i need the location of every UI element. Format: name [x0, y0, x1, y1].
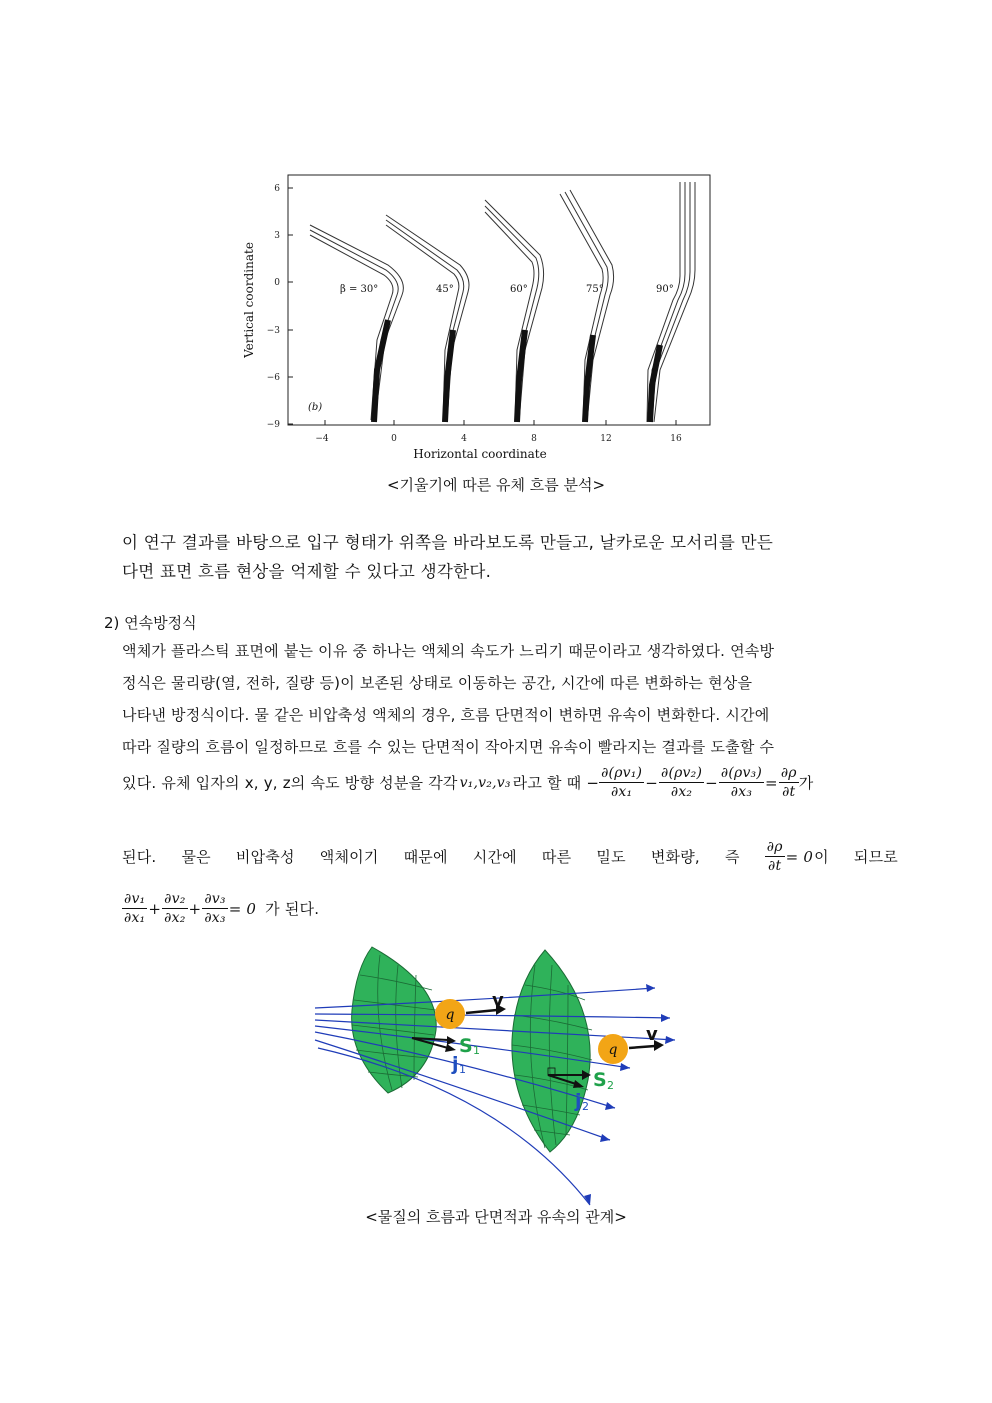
paragraph-1 [122, 528, 898, 586]
charge-1 [435, 990, 506, 1029]
word: 즉 [724, 848, 740, 866]
panel-label: (b) [308, 402, 323, 413]
x-tick-label: −4 [315, 434, 329, 444]
line5-end: 가 [798, 774, 814, 792]
line5-text: 있다. 유체 입자의 x, y, z의 속도 방향 성분을 각각 [122, 774, 458, 792]
body-line-6 [122, 838, 898, 875]
j1-label: j [452, 1053, 459, 1075]
figure2-caption: <물질의 흐름과 단면적과 유속의 관계> [365, 1208, 627, 1226]
svg-text:q: q [445, 1007, 455, 1023]
j2-subscript: 2 [582, 1100, 589, 1113]
eq1-rhs: $\frac{\partial\rho}{\partial t}$ [780, 765, 797, 800]
x-axis-label: Horizontal coordinate [413, 447, 547, 461]
s1-label: S [459, 1035, 473, 1057]
bundle-45deg [386, 215, 469, 422]
j2-label: j [575, 1090, 582, 1112]
y-tick-label: −6 [266, 373, 280, 383]
word: 비압축성 [235, 848, 295, 866]
plot-frame [288, 175, 710, 425]
flux-surfaces-figure [300, 940, 700, 1210]
angle-label-30: β = 30° [340, 284, 379, 295]
bundle-60deg [485, 200, 544, 422]
eq1-minus: − [705, 773, 718, 792]
x-tick-label: 8 [531, 434, 537, 444]
body-line-7 [122, 890, 898, 927]
svg-text:q: q [608, 1042, 618, 1058]
eq2-term2: $\frac{\text{∂v₂}}{\text{∂x₂}}$ [164, 891, 186, 926]
body-line-1: 액체가 플라스틱 표면에 붙는 이유 중 하나는 액체의 속도가 느리기 때문이라고 생각하였다. 연속방 [122, 642, 775, 660]
x-tick-label: 0 [391, 434, 397, 444]
word: 따른 [541, 848, 572, 866]
s2-label: S [593, 1069, 607, 1091]
velocity-label-2: v [646, 1024, 658, 1045]
word: 시간에 [472, 848, 517, 866]
velocity-vars: v₁,v₂,v₃ [459, 774, 511, 791]
word: 때문에 [403, 848, 448, 866]
angle-label-60: 60° [510, 284, 528, 295]
word: 밀도 [596, 848, 626, 866]
eq1-minus: − [645, 773, 658, 792]
y-tick-label: 0 [274, 278, 280, 288]
eq2-term1: $\frac{\text{∂v₁}}{\text{∂x₁}}$ [124, 891, 146, 926]
bundle-75deg [560, 190, 614, 422]
y-tick-label: 3 [274, 231, 280, 241]
bundle-30deg [310, 225, 403, 422]
eq2-plus: + [188, 899, 202, 918]
eq1-equals: = [765, 773, 778, 792]
x-tick-label: 12 [600, 434, 612, 444]
word: 액체이기 [319, 848, 379, 866]
eq1-term2: $\frac{\text{∂(ρv₂)}}{\text{∂x₂}}$ [661, 765, 703, 800]
section-heading: 2) 연속방정식 [104, 614, 197, 632]
y-tick-label: −9 [266, 420, 280, 430]
angle-label-75: 75° [586, 284, 604, 295]
s1-subscript: 1 [473, 1044, 480, 1057]
word: 된다. [122, 848, 157, 866]
s2-subscript: 2 [607, 1079, 614, 1092]
y-axis-label: Vertical coordinate [242, 242, 256, 358]
x-ticks [315, 420, 682, 444]
body-line-3: 나타낸 방정식이다. 물 같은 비압축성 액체의 경우, 흐름 단면적이 변하면 유속이 변화한다. 시간에 [122, 706, 770, 724]
flow-tilt-figure [240, 170, 720, 470]
word: 변화량, [650, 848, 700, 866]
paragraph-1-line-2: 다면 표면 흐름 현상을 억제할 수 있다고 생각한다. [122, 562, 492, 581]
j1-subscript: 1 [459, 1063, 466, 1076]
body-line-2: 정식은 물리량(열, 전하, 질량 등)이 보존된 상태로 이동하는 공간, 시간에 따른 변화하는 현상을 [122, 674, 753, 692]
eq1-term1: $\frac{\text{∂(ρv₁)}}{\text{∂x₁}}$ [601, 765, 643, 800]
eq2-term3: $\frac{\text{∂v₃}}{\text{∂x₃}}$ [204, 891, 226, 926]
eq2-rhs: = 0 [228, 899, 257, 918]
angle-label-45: 45° [436, 284, 454, 295]
figure1-caption: <기울기에 따른 유체 흐름 분석> [386, 476, 606, 494]
x-tick-label: 16 [670, 434, 682, 444]
paragraph-1-line-1: 이 연구 결과를 바탕으로 입구 형태가 위쪽을 바라보도록 만들고, 날카로운 모서리를 만든 [122, 533, 774, 552]
bundle-90deg [647, 182, 695, 422]
x-tick-label: 4 [461, 434, 467, 444]
eq1-term3: $\frac{\text{∂(ρv₃)}}{\text{∂x₃}}$ [720, 765, 763, 800]
surface-1 [352, 947, 437, 1093]
y-ticks [267, 184, 293, 430]
angle-label-90: 90° [656, 284, 674, 295]
y-tick-label: 6 [274, 184, 280, 194]
streamline-bundles [310, 182, 695, 422]
line7-end: 가 된다. [265, 900, 320, 918]
word: 되므로 [853, 848, 898, 866]
line5-mid: 라고 할 때 − [512, 774, 600, 792]
charge-2 [598, 1024, 664, 1064]
surface-2 [512, 950, 592, 1152]
body-line-5 [122, 764, 898, 801]
eq2-plus: + [148, 899, 162, 918]
word: 물은 [181, 848, 211, 866]
drho-dt-zero: $\frac{\partial\rho}{\partial t}$ = 0 이 [766, 839, 829, 874]
body-line-4: 따라 질량의 흐름이 일정하므로 흐를 수 있는 단면적이 작아지면 유속이 빨라지는 결과를 도출할 수 [122, 738, 775, 756]
velocity-label-1: v [492, 990, 504, 1011]
y-tick-label: −3 [266, 326, 280, 336]
